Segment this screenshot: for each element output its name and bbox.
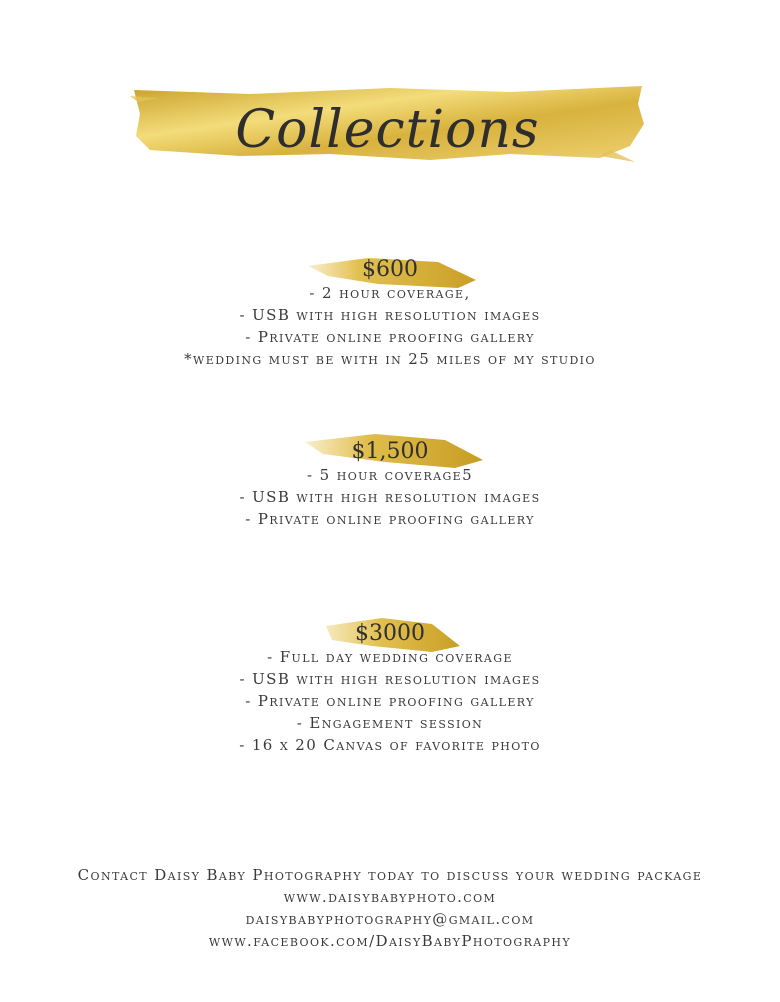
package-feature: - USB with high resolution images bbox=[239, 306, 541, 324]
package-feature: - Private online proofing gallery bbox=[245, 510, 535, 528]
package-feature: - Private online proofing gallery bbox=[245, 692, 535, 710]
package-feature: - USB with high resolution images bbox=[239, 488, 541, 506]
package-feature: - Full day wedding coverage bbox=[267, 648, 513, 666]
package-feature: - 5 hour coverage5 bbox=[306, 466, 474, 484]
package-feature: - 2 hour coverage, bbox=[309, 284, 471, 302]
package-feature: - USB with high resolution images bbox=[239, 670, 541, 688]
page-title: Collections bbox=[235, 100, 540, 160]
facebook-link[interactable]: www.facebook.com/DaisyBabyPhotography bbox=[208, 932, 572, 950]
package-feature: - Engagement session bbox=[296, 714, 484, 732]
website-link[interactable]: www.daisybabyphoto.com bbox=[283, 888, 497, 906]
package-note: *wedding must be with in 25 miles of my studio bbox=[184, 350, 596, 368]
contact-section bbox=[0, 864, 780, 952]
price-label: $3000 bbox=[355, 621, 425, 646]
package-feature: - Private online proofing gallery bbox=[245, 328, 535, 346]
email-link[interactable]: daisybabyphotography@gmail.com bbox=[245, 910, 535, 928]
collections-header bbox=[130, 84, 645, 164]
price-label: $1,500 bbox=[351, 439, 429, 464]
package-3000 bbox=[0, 614, 780, 756]
contact-text: Contact Daisy Baby Photography today to discuss your wedding package bbox=[77, 866, 703, 884]
price-label: $600 bbox=[362, 257, 418, 282]
package-600 bbox=[0, 250, 780, 370]
package-1500 bbox=[0, 432, 780, 530]
package-feature: - 16 x 20 Canvas of favorite photo bbox=[239, 736, 541, 754]
